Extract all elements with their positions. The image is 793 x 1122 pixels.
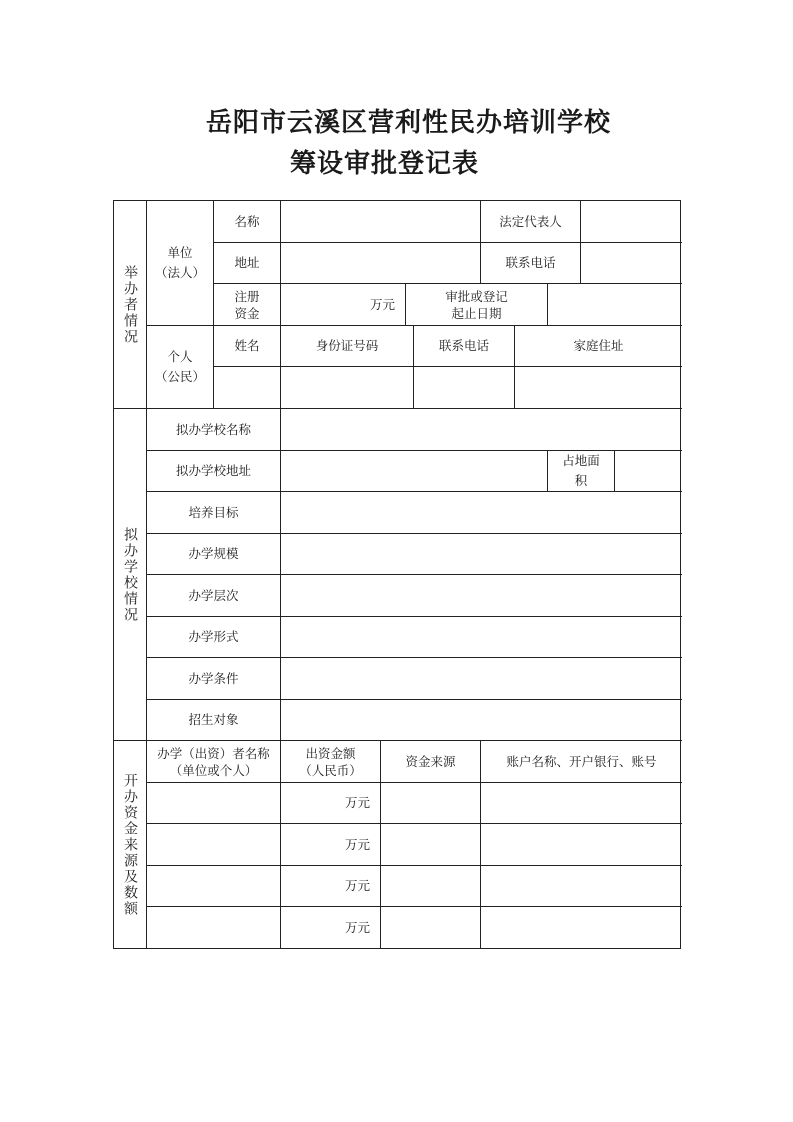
home-address-field[interactable] bbox=[515, 367, 682, 409]
investor-name-field[interactable] bbox=[147, 824, 281, 866]
unit-address-field[interactable] bbox=[281, 243, 481, 284]
unit-name-field[interactable] bbox=[281, 201, 481, 243]
school-level-label: 办学层次 bbox=[147, 575, 281, 617]
registration-form-table bbox=[113, 200, 681, 949]
organizer-section-label: 举办者情况 bbox=[114, 201, 147, 409]
school-conditions-label: 办学条件 bbox=[147, 658, 281, 700]
investment-amount-field[interactable] bbox=[281, 866, 381, 907]
fund-source-field[interactable] bbox=[381, 783, 481, 824]
registered-capital-field[interactable] bbox=[281, 284, 406, 326]
investment-amount-field[interactable] bbox=[281, 907, 381, 948]
unit-legal-person-label: 单位 （法人） bbox=[147, 201, 214, 326]
individual-citizen-label: 个人 （公民） bbox=[147, 326, 214, 409]
school-name-field[interactable] bbox=[281, 409, 682, 451]
investor-name-field[interactable] bbox=[147, 783, 281, 824]
bank-account-field[interactable] bbox=[481, 866, 682, 907]
approval-period-label: 审批或登记 起止日期 bbox=[406, 284, 548, 326]
school-scale-label: 办学规模 bbox=[147, 534, 281, 575]
amount-unit: 万元 bbox=[344, 836, 370, 852]
unit-address-label: 地址 bbox=[214, 243, 281, 284]
investment-amount-field[interactable] bbox=[281, 824, 381, 866]
id-number-field[interactable] bbox=[281, 367, 414, 409]
page-title: 岳阳市云溪区营利性民办培训学校 bbox=[205, 108, 611, 138]
enrollment-target-label: 招生对象 bbox=[147, 700, 281, 741]
investor-name-field[interactable] bbox=[147, 907, 281, 948]
amount-unit: 万元 bbox=[344, 919, 370, 935]
investment-amount-field[interactable] bbox=[281, 783, 381, 824]
training-goal-field[interactable] bbox=[281, 492, 682, 534]
person-name-label: 姓名 bbox=[214, 326, 281, 367]
school-form-label: 办学形式 bbox=[147, 617, 281, 658]
unit-phone-field[interactable] bbox=[581, 243, 682, 284]
school-address-label: 拟办学校地址 bbox=[147, 451, 281, 492]
id-number-label: 身份证号码 bbox=[281, 326, 414, 367]
funding-section-label: 开办资金来源及数额 bbox=[114, 741, 147, 948]
school-name-label: 拟办学校名称 bbox=[147, 409, 281, 451]
bank-account-field[interactable] bbox=[481, 783, 682, 824]
fund-source-field[interactable] bbox=[381, 866, 481, 907]
school-section-label: 拟办学校情况 bbox=[114, 409, 147, 741]
school-address-field[interactable] bbox=[281, 451, 548, 492]
school-level-field[interactable] bbox=[281, 575, 682, 617]
capital-unit: 万元 bbox=[369, 296, 395, 312]
bank-account-field[interactable] bbox=[481, 907, 682, 948]
fund-source-field[interactable] bbox=[381, 824, 481, 866]
legal-representative-label: 法定代表人 bbox=[481, 201, 581, 243]
school-scale-field[interactable] bbox=[281, 534, 682, 575]
legal-representative-field[interactable] bbox=[581, 201, 682, 243]
approval-period-field[interactable] bbox=[548, 284, 682, 326]
person-phone-label: 联系电话 bbox=[414, 326, 515, 367]
page-subtitle: 筹设审批登记表 bbox=[289, 149, 479, 179]
bank-account-label: 账户名称、开户银行、账号 bbox=[481, 741, 682, 783]
registered-capital-label: 注册 资金 bbox=[214, 284, 281, 326]
investment-amount-label: 出资金额 （人民币） bbox=[281, 741, 381, 783]
unit-name-label: 名称 bbox=[214, 201, 281, 243]
floor-area-label: 占地面 积 bbox=[548, 451, 615, 492]
fund-source-label: 资金来源 bbox=[381, 741, 481, 783]
amount-unit: 万元 bbox=[344, 878, 370, 893]
home-address-label: 家庭住址 bbox=[515, 326, 682, 367]
enrollment-target-field[interactable] bbox=[281, 700, 682, 741]
bank-account-field[interactable] bbox=[481, 824, 682, 866]
amount-unit: 万元 bbox=[344, 795, 370, 810]
floor-area-field[interactable] bbox=[615, 451, 682, 492]
unit-phone-label: 联系电话 bbox=[481, 243, 581, 284]
person-name-field[interactable] bbox=[214, 367, 281, 409]
fund-source-field[interactable] bbox=[381, 907, 481, 948]
investor-name-field[interactable] bbox=[147, 866, 281, 907]
training-goal-label: 培养目标 bbox=[147, 492, 281, 534]
school-conditions-field[interactable] bbox=[281, 658, 682, 700]
person-phone-field[interactable] bbox=[414, 367, 515, 409]
investor-name-label: 办学（出资）者名称 （单位或个人） bbox=[147, 741, 281, 783]
school-form-field[interactable] bbox=[281, 617, 682, 658]
